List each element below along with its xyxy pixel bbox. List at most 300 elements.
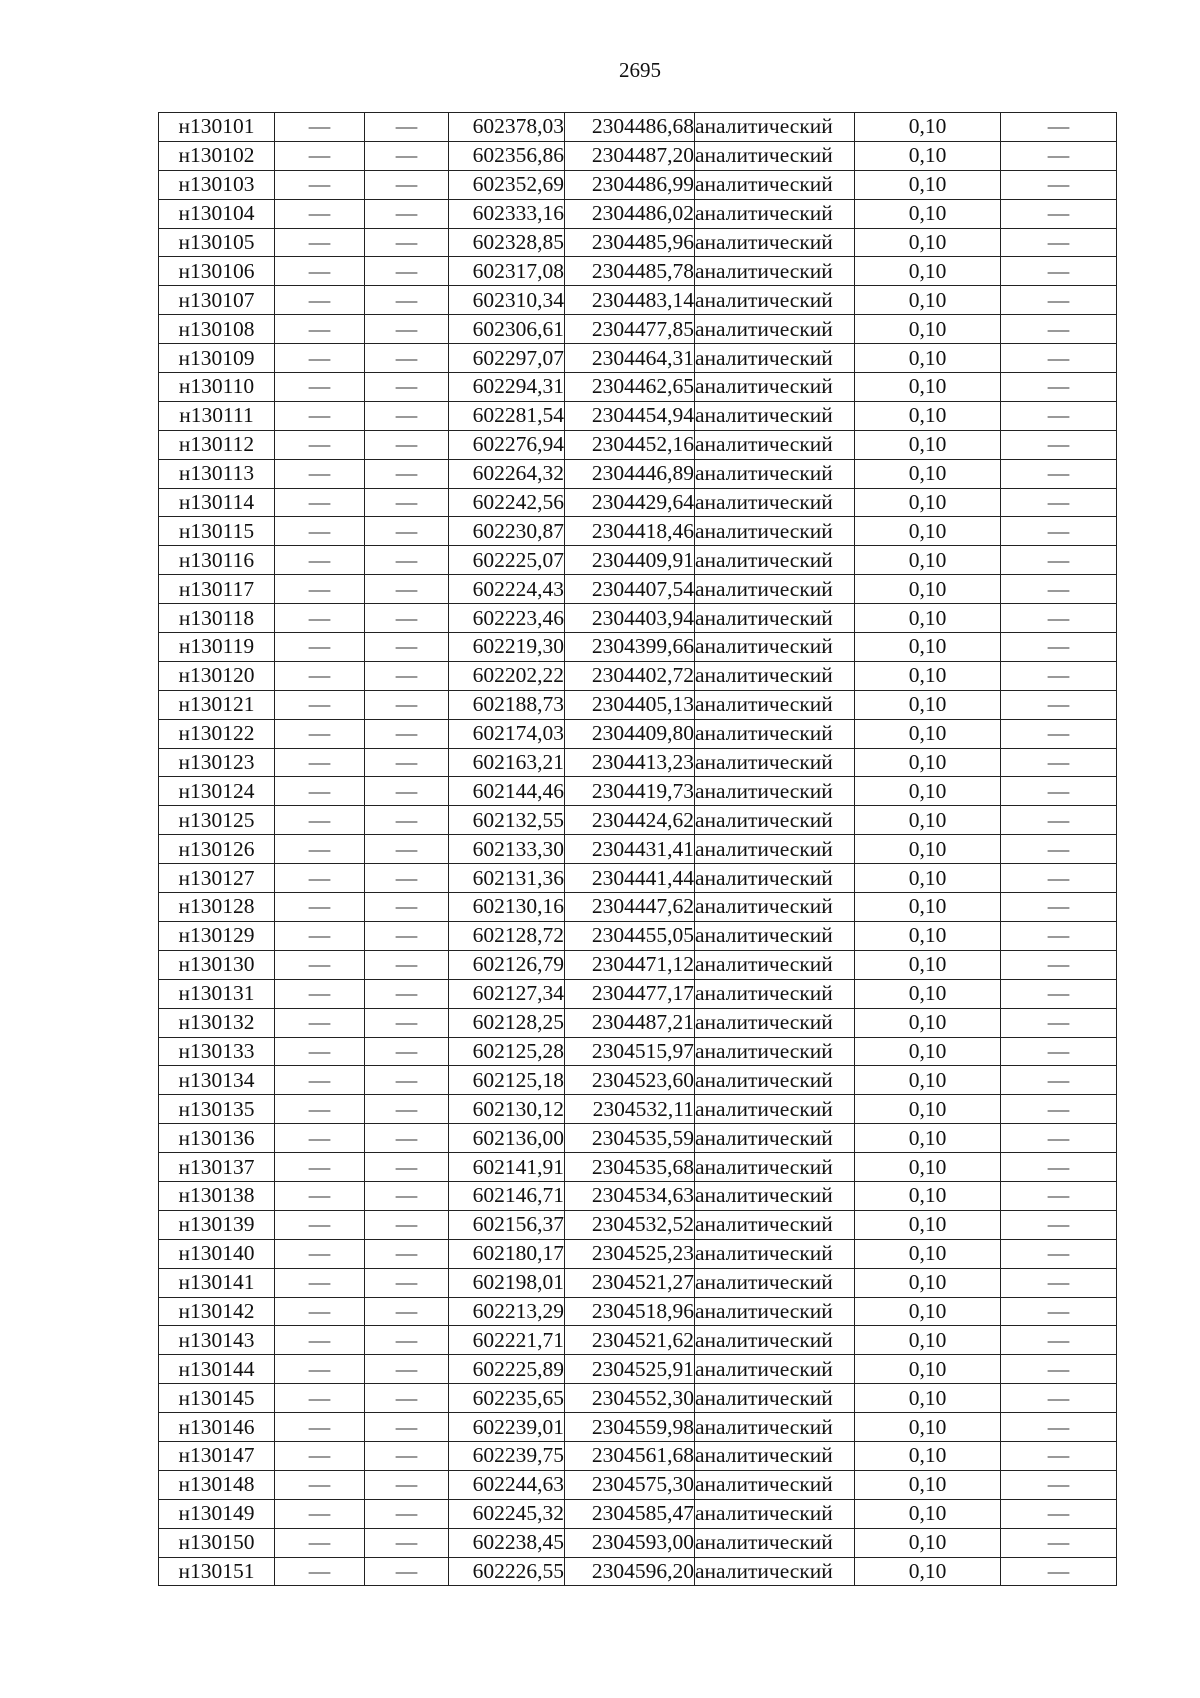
empty-value-cell: — <box>365 1181 449 1210</box>
table-row <box>159 950 1117 979</box>
x-coordinate-cell: 602128,72 <box>449 921 565 950</box>
method-cell: аналитический <box>695 170 855 199</box>
method-cell: аналитический <box>695 1441 855 1470</box>
point-name-cell: н130122 <box>159 719 275 748</box>
table-row <box>159 344 1117 373</box>
x-coordinate-cell: 602333,16 <box>449 199 565 228</box>
point-name-cell: н130110 <box>159 373 275 402</box>
empty-value-cell: — <box>1001 199 1117 228</box>
y-coordinate-cell: 2304485,78 <box>565 257 695 286</box>
method-cell: аналитический <box>695 1181 855 1210</box>
empty-value-cell: — <box>365 546 449 575</box>
table-row <box>159 546 1117 575</box>
empty-value-cell: — <box>365 1326 449 1355</box>
empty-value-cell: — <box>365 373 449 402</box>
x-coordinate-cell: 602125,18 <box>449 1066 565 1095</box>
method-cell: аналитический <box>695 748 855 777</box>
table-row <box>159 141 1117 170</box>
empty-value-cell: — <box>1001 661 1117 690</box>
y-coordinate-cell: 2304486,02 <box>565 199 695 228</box>
y-coordinate-cell: 2304534,63 <box>565 1181 695 1210</box>
empty-value-cell: — <box>365 286 449 315</box>
empty-value-cell: — <box>275 1470 365 1499</box>
empty-value-cell: — <box>365 1037 449 1066</box>
x-coordinate-cell: 602163,21 <box>449 748 565 777</box>
x-coordinate-cell: 602281,54 <box>449 401 565 430</box>
x-coordinate-cell: 602239,75 <box>449 1441 565 1470</box>
method-cell: аналитический <box>695 113 855 142</box>
y-coordinate-cell: 2304487,21 <box>565 1008 695 1037</box>
table-row <box>159 1037 1117 1066</box>
empty-value-cell: — <box>365 690 449 719</box>
method-cell: аналитический <box>695 1268 855 1297</box>
x-coordinate-cell: 602144,46 <box>449 777 565 806</box>
x-coordinate-cell: 602235,65 <box>449 1384 565 1413</box>
empty-value-cell: — <box>1001 401 1117 430</box>
x-coordinate-cell: 602133,30 <box>449 835 565 864</box>
method-cell: аналитический <box>695 950 855 979</box>
y-coordinate-cell: 2304409,80 <box>565 719 695 748</box>
empty-value-cell: — <box>365 979 449 1008</box>
y-coordinate-cell: 2304483,14 <box>565 286 695 315</box>
empty-value-cell: — <box>275 950 365 979</box>
empty-value-cell: — <box>1001 228 1117 257</box>
empty-value-cell: — <box>365 1470 449 1499</box>
table-row <box>159 1528 1117 1557</box>
accuracy-cell: 0,10 <box>855 806 1001 835</box>
method-cell: аналитический <box>695 864 855 893</box>
empty-value-cell: — <box>1001 286 1117 315</box>
point-name-cell: н130125 <box>159 806 275 835</box>
empty-value-cell: — <box>275 430 365 459</box>
method-cell: аналитический <box>695 1355 855 1384</box>
accuracy-cell: 0,10 <box>855 864 1001 893</box>
x-coordinate-cell: 602225,07 <box>449 546 565 575</box>
method-cell: аналитический <box>695 1008 855 1037</box>
empty-value-cell: — <box>1001 1124 1117 1153</box>
y-coordinate-cell: 2304525,23 <box>565 1239 695 1268</box>
point-name-cell: н130146 <box>159 1413 275 1442</box>
empty-value-cell: — <box>1001 690 1117 719</box>
empty-value-cell: — <box>365 1413 449 1442</box>
x-coordinate-cell: 602352,69 <box>449 170 565 199</box>
method-cell: аналитический <box>695 199 855 228</box>
empty-value-cell: — <box>1001 141 1117 170</box>
x-coordinate-cell: 602126,79 <box>449 950 565 979</box>
method-cell: аналитический <box>695 1326 855 1355</box>
point-name-cell: н130104 <box>159 199 275 228</box>
accuracy-cell: 0,10 <box>855 1239 1001 1268</box>
y-coordinate-cell: 2304477,85 <box>565 315 695 344</box>
y-coordinate-cell: 2304485,96 <box>565 228 695 257</box>
accuracy-cell: 0,10 <box>855 488 1001 517</box>
empty-value-cell: — <box>1001 1326 1117 1355</box>
x-coordinate-cell: 602317,08 <box>449 257 565 286</box>
point-name-cell: н130101 <box>159 113 275 142</box>
table-row <box>159 633 1117 662</box>
point-name-cell: н130102 <box>159 141 275 170</box>
table-row <box>159 430 1117 459</box>
empty-value-cell: — <box>365 748 449 777</box>
empty-value-cell: — <box>365 113 449 142</box>
point-name-cell: н130137 <box>159 1153 275 1182</box>
empty-value-cell: — <box>365 170 449 199</box>
method-cell: аналитический <box>695 141 855 170</box>
empty-value-cell: — <box>275 228 365 257</box>
y-coordinate-cell: 2304446,89 <box>565 459 695 488</box>
empty-value-cell: — <box>1001 1297 1117 1326</box>
accuracy-cell: 0,10 <box>855 777 1001 806</box>
empty-value-cell: — <box>1001 777 1117 806</box>
x-coordinate-cell: 602223,46 <box>449 604 565 633</box>
method-cell: аналитический <box>695 1557 855 1586</box>
accuracy-cell: 0,10 <box>855 1008 1001 1037</box>
accuracy-cell: 0,10 <box>855 893 1001 922</box>
x-coordinate-cell: 602264,32 <box>449 459 565 488</box>
point-name-cell: н130119 <box>159 633 275 662</box>
empty-value-cell: — <box>275 1326 365 1355</box>
x-coordinate-cell: 602221,71 <box>449 1326 565 1355</box>
x-coordinate-cell: 602125,28 <box>449 1037 565 1066</box>
empty-value-cell: — <box>275 893 365 922</box>
empty-value-cell: — <box>275 1441 365 1470</box>
point-name-cell: н130135 <box>159 1095 275 1124</box>
table-row <box>159 517 1117 546</box>
accuracy-cell: 0,10 <box>855 546 1001 575</box>
empty-value-cell: — <box>365 1239 449 1268</box>
empty-value-cell: — <box>275 199 365 228</box>
empty-value-cell: — <box>1001 1095 1117 1124</box>
accuracy-cell: 0,10 <box>855 199 1001 228</box>
x-coordinate-cell: 602132,55 <box>449 806 565 835</box>
x-coordinate-cell: 602242,56 <box>449 488 565 517</box>
point-name-cell: н130118 <box>159 604 275 633</box>
method-cell: аналитический <box>695 1066 855 1095</box>
method-cell: аналитический <box>695 1153 855 1182</box>
empty-value-cell: — <box>275 921 365 950</box>
x-coordinate-cell: 602174,03 <box>449 719 565 748</box>
empty-value-cell: — <box>1001 633 1117 662</box>
empty-value-cell: — <box>275 1066 365 1095</box>
method-cell: аналитический <box>695 633 855 662</box>
table-row <box>159 806 1117 835</box>
method-cell: аналитический <box>695 373 855 402</box>
empty-value-cell: — <box>1001 1470 1117 1499</box>
empty-value-cell: — <box>1001 806 1117 835</box>
table-row <box>159 1499 1117 1528</box>
empty-value-cell: — <box>275 373 365 402</box>
accuracy-cell: 0,10 <box>855 113 1001 142</box>
empty-value-cell: — <box>1001 1066 1117 1095</box>
point-name-cell: н130132 <box>159 1008 275 1037</box>
empty-value-cell: — <box>275 488 365 517</box>
table-row <box>159 199 1117 228</box>
empty-value-cell: — <box>275 1095 365 1124</box>
empty-value-cell: — <box>275 315 365 344</box>
point-name-cell: н130127 <box>159 864 275 893</box>
x-coordinate-cell: 602310,34 <box>449 286 565 315</box>
accuracy-cell: 0,10 <box>855 1384 1001 1413</box>
x-coordinate-cell: 602180,17 <box>449 1239 565 1268</box>
x-coordinate-cell: 602141,91 <box>449 1153 565 1182</box>
empty-value-cell: — <box>365 141 449 170</box>
empty-value-cell: — <box>275 401 365 430</box>
empty-value-cell: — <box>365 517 449 546</box>
empty-value-cell: — <box>1001 1037 1117 1066</box>
empty-value-cell: — <box>365 488 449 517</box>
x-coordinate-cell: 602238,45 <box>449 1528 565 1557</box>
empty-value-cell: — <box>1001 488 1117 517</box>
method-cell: аналитический <box>695 228 855 257</box>
accuracy-cell: 0,10 <box>855 170 1001 199</box>
empty-value-cell: — <box>1001 113 1117 142</box>
table-row <box>159 921 1117 950</box>
point-name-cell: н130147 <box>159 1441 275 1470</box>
empty-value-cell: — <box>365 575 449 604</box>
point-name-cell: н130111 <box>159 401 275 430</box>
empty-value-cell: — <box>275 1008 365 1037</box>
method-cell: аналитический <box>695 893 855 922</box>
point-name-cell: н130150 <box>159 1528 275 1557</box>
table-row <box>159 459 1117 488</box>
empty-value-cell: — <box>1001 430 1117 459</box>
table-row <box>159 1441 1117 1470</box>
method-cell: аналитический <box>695 257 855 286</box>
accuracy-cell: 0,10 <box>855 690 1001 719</box>
accuracy-cell: 0,10 <box>855 921 1001 950</box>
y-coordinate-cell: 2304418,46 <box>565 517 695 546</box>
y-coordinate-cell: 2304419,73 <box>565 777 695 806</box>
method-cell: аналитический <box>695 1210 855 1239</box>
point-name-cell: н130138 <box>159 1181 275 1210</box>
empty-value-cell: — <box>275 1557 365 1586</box>
method-cell: аналитический <box>695 835 855 864</box>
empty-value-cell: — <box>365 604 449 633</box>
empty-value-cell: — <box>275 459 365 488</box>
x-coordinate-cell: 602219,30 <box>449 633 565 662</box>
y-coordinate-cell: 2304441,44 <box>565 864 695 893</box>
empty-value-cell: — <box>365 806 449 835</box>
empty-value-cell: — <box>1001 546 1117 575</box>
point-name-cell: н130139 <box>159 1210 275 1239</box>
y-coordinate-cell: 2304399,66 <box>565 633 695 662</box>
x-coordinate-cell: 602225,89 <box>449 1355 565 1384</box>
y-coordinate-cell: 2304535,59 <box>565 1124 695 1153</box>
method-cell: аналитический <box>695 401 855 430</box>
empty-value-cell: — <box>365 661 449 690</box>
empty-value-cell: — <box>365 199 449 228</box>
empty-value-cell: — <box>275 1268 365 1297</box>
empty-value-cell: — <box>275 806 365 835</box>
accuracy-cell: 0,10 <box>855 1499 1001 1528</box>
accuracy-cell: 0,10 <box>855 835 1001 864</box>
empty-value-cell: — <box>365 228 449 257</box>
empty-value-cell: — <box>365 1008 449 1037</box>
empty-value-cell: — <box>275 170 365 199</box>
accuracy-cell: 0,10 <box>855 1037 1001 1066</box>
empty-value-cell: — <box>365 633 449 662</box>
x-coordinate-cell: 602198,01 <box>449 1268 565 1297</box>
accuracy-cell: 0,10 <box>855 1181 1001 1210</box>
empty-value-cell: — <box>1001 1384 1117 1413</box>
empty-value-cell: — <box>1001 315 1117 344</box>
accuracy-cell: 0,10 <box>855 1066 1001 1095</box>
y-coordinate-cell: 2304525,91 <box>565 1355 695 1384</box>
empty-value-cell: — <box>275 1210 365 1239</box>
table-row <box>159 893 1117 922</box>
empty-value-cell: — <box>275 1528 365 1557</box>
accuracy-cell: 0,10 <box>855 1095 1001 1124</box>
accuracy-cell: 0,10 <box>855 430 1001 459</box>
y-coordinate-cell: 2304413,23 <box>565 748 695 777</box>
empty-value-cell: — <box>1001 1499 1117 1528</box>
point-name-cell: н130105 <box>159 228 275 257</box>
method-cell: аналитический <box>695 1528 855 1557</box>
x-coordinate-cell: 602378,03 <box>449 113 565 142</box>
empty-value-cell: — <box>365 1124 449 1153</box>
empty-value-cell: — <box>365 430 449 459</box>
y-coordinate-cell: 2304431,41 <box>565 835 695 864</box>
table-row <box>159 1557 1117 1586</box>
method-cell: аналитический <box>695 286 855 315</box>
x-coordinate-cell: 602244,63 <box>449 1470 565 1499</box>
x-coordinate-cell: 602297,07 <box>449 344 565 373</box>
empty-value-cell: — <box>365 921 449 950</box>
empty-value-cell: — <box>1001 748 1117 777</box>
x-coordinate-cell: 602146,71 <box>449 1181 565 1210</box>
method-cell: аналитический <box>695 1470 855 1499</box>
method-cell: аналитический <box>695 1384 855 1413</box>
empty-value-cell: — <box>275 257 365 286</box>
point-name-cell: н130120 <box>159 661 275 690</box>
accuracy-cell: 0,10 <box>855 1557 1001 1586</box>
empty-value-cell: — <box>1001 257 1117 286</box>
empty-value-cell: — <box>365 1384 449 1413</box>
table-row <box>159 1355 1117 1384</box>
accuracy-cell: 0,10 <box>855 1413 1001 1442</box>
x-coordinate-cell: 602188,73 <box>449 690 565 719</box>
empty-value-cell: — <box>1001 1528 1117 1557</box>
accuracy-cell: 0,10 <box>855 141 1001 170</box>
y-coordinate-cell: 2304405,13 <box>565 690 695 719</box>
accuracy-cell: 0,10 <box>855 1297 1001 1326</box>
point-name-cell: н130124 <box>159 777 275 806</box>
accuracy-cell: 0,10 <box>855 1355 1001 1384</box>
empty-value-cell: — <box>1001 835 1117 864</box>
empty-value-cell: — <box>275 1413 365 1442</box>
empty-value-cell: — <box>365 1528 449 1557</box>
empty-value-cell: — <box>1001 719 1117 748</box>
x-coordinate-cell: 602213,29 <box>449 1297 565 1326</box>
y-coordinate-cell: 2304535,68 <box>565 1153 695 1182</box>
empty-value-cell: — <box>1001 1441 1117 1470</box>
x-coordinate-cell: 602136,00 <box>449 1124 565 1153</box>
empty-value-cell: — <box>275 344 365 373</box>
empty-value-cell: — <box>365 864 449 893</box>
table-row <box>159 1181 1117 1210</box>
x-coordinate-cell: 602128,25 <box>449 1008 565 1037</box>
empty-value-cell: — <box>365 1355 449 1384</box>
y-coordinate-cell: 2304552,30 <box>565 1384 695 1413</box>
point-name-cell: н130141 <box>159 1268 275 1297</box>
y-coordinate-cell: 2304593,00 <box>565 1528 695 1557</box>
point-name-cell: н130106 <box>159 257 275 286</box>
table-row <box>159 661 1117 690</box>
empty-value-cell: — <box>1001 1268 1117 1297</box>
empty-value-cell: — <box>1001 893 1117 922</box>
empty-value-cell: — <box>365 1297 449 1326</box>
empty-value-cell: — <box>1001 864 1117 893</box>
method-cell: аналитический <box>695 1413 855 1442</box>
empty-value-cell: — <box>275 777 365 806</box>
y-coordinate-cell: 2304596,20 <box>565 1557 695 1586</box>
accuracy-cell: 0,10 <box>855 286 1001 315</box>
y-coordinate-cell: 2304523,60 <box>565 1066 695 1095</box>
x-coordinate-cell: 602276,94 <box>449 430 565 459</box>
accuracy-cell: 0,10 <box>855 1528 1001 1557</box>
point-name-cell: н130126 <box>159 835 275 864</box>
method-cell: аналитический <box>695 344 855 373</box>
empty-value-cell: — <box>275 719 365 748</box>
empty-value-cell: — <box>275 1297 365 1326</box>
accuracy-cell: 0,10 <box>855 1210 1001 1239</box>
table-row <box>159 1268 1117 1297</box>
method-cell: аналитический <box>695 575 855 604</box>
empty-value-cell: — <box>365 1441 449 1470</box>
empty-value-cell: — <box>1001 1355 1117 1384</box>
method-cell: аналитический <box>695 1037 855 1066</box>
point-name-cell: н130114 <box>159 488 275 517</box>
table-row <box>159 748 1117 777</box>
table-row <box>159 1384 1117 1413</box>
point-name-cell: н130144 <box>159 1355 275 1384</box>
y-coordinate-cell: 2304575,30 <box>565 1470 695 1499</box>
empty-value-cell: — <box>1001 604 1117 633</box>
method-cell: аналитический <box>695 1297 855 1326</box>
x-coordinate-cell: 602245,32 <box>449 1499 565 1528</box>
method-cell: аналитический <box>695 777 855 806</box>
empty-value-cell: — <box>365 315 449 344</box>
y-coordinate-cell: 2304447,62 <box>565 893 695 922</box>
empty-value-cell: — <box>365 257 449 286</box>
point-name-cell: н130148 <box>159 1470 275 1499</box>
empty-value-cell: — <box>1001 170 1117 199</box>
table-row <box>159 1124 1117 1153</box>
empty-value-cell: — <box>365 777 449 806</box>
point-name-cell: н130121 <box>159 690 275 719</box>
x-coordinate-cell: 602224,43 <box>449 575 565 604</box>
table-row <box>159 777 1117 806</box>
point-name-cell: н130116 <box>159 546 275 575</box>
accuracy-cell: 0,10 <box>855 228 1001 257</box>
empty-value-cell: — <box>275 546 365 575</box>
accuracy-cell: 0,10 <box>855 1470 1001 1499</box>
table-row <box>159 1066 1117 1095</box>
point-name-cell: н130145 <box>159 1384 275 1413</box>
y-coordinate-cell: 2304515,97 <box>565 1037 695 1066</box>
table-row <box>159 864 1117 893</box>
accuracy-cell: 0,10 <box>855 1441 1001 1470</box>
y-coordinate-cell: 2304521,27 <box>565 1268 695 1297</box>
table-row <box>159 835 1117 864</box>
table-row <box>159 1153 1117 1182</box>
x-coordinate-cell: 602239,01 <box>449 1413 565 1442</box>
point-name-cell: н130112 <box>159 430 275 459</box>
method-cell: аналитический <box>695 1124 855 1153</box>
accuracy-cell: 0,10 <box>855 1124 1001 1153</box>
table-row <box>159 228 1117 257</box>
y-coordinate-cell: 2304402,72 <box>565 661 695 690</box>
